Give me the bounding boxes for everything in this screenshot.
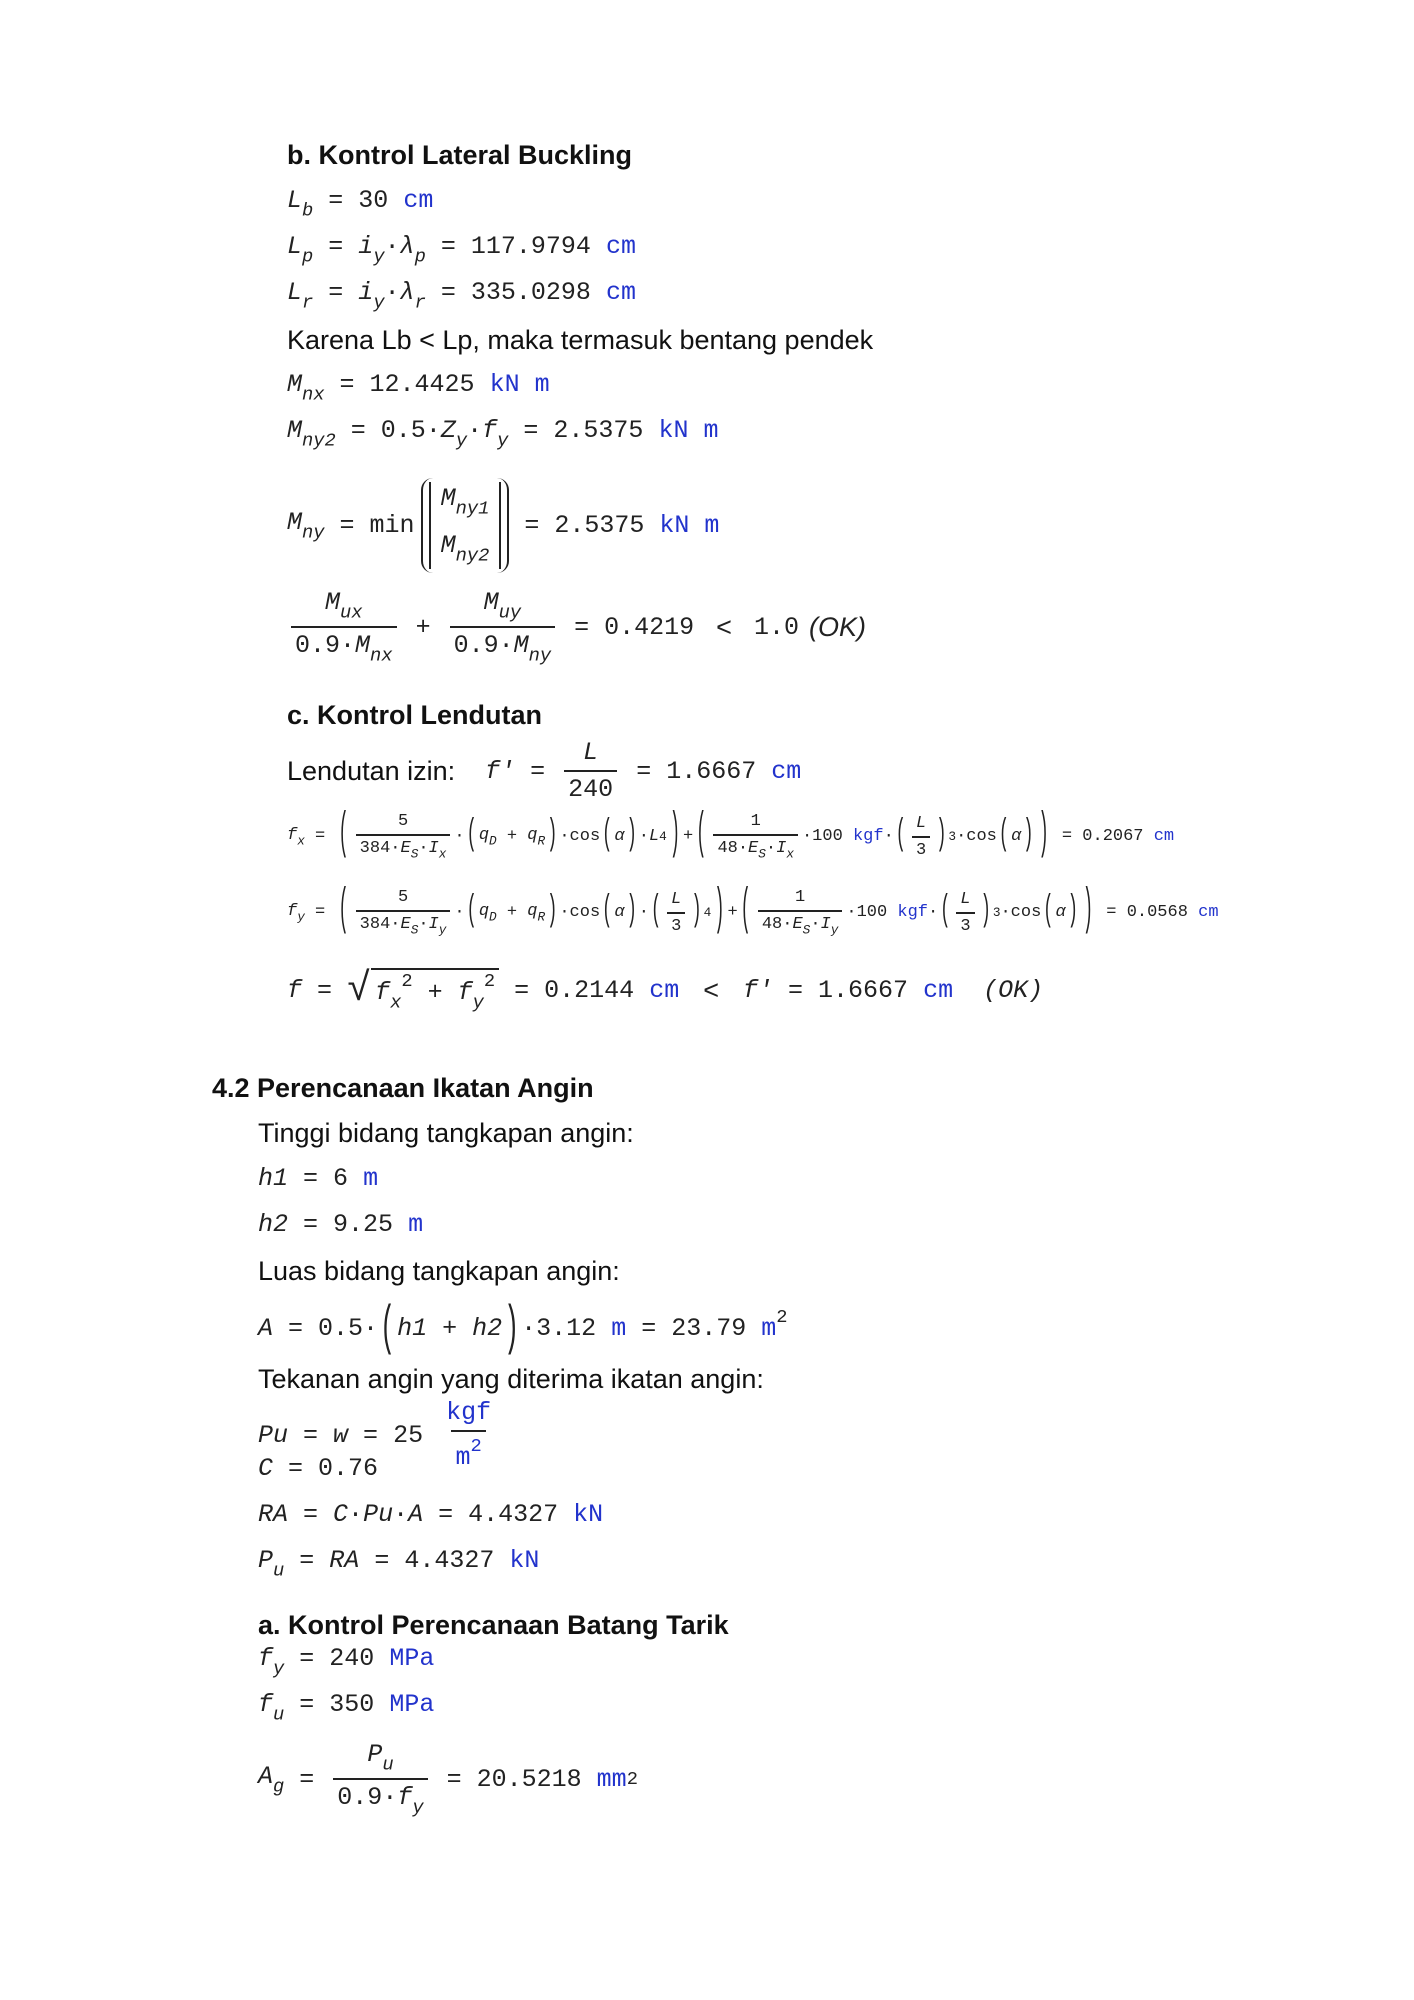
eq-c: C = 0.76: [258, 1454, 379, 1483]
eq-mnx: $M_{nx} = 12.4425$ kN m: [287, 370, 550, 406]
eq-pu: Pu = w = 25 $\frac{\text{kgf}}{m^2}$: [258, 1398, 492, 1473]
eq-fx: $f_x$ = ( $\frac{5}{384\cdot E_S\cdot I_x}$ · ( $q_D$ + $q_R$ ) ·cos ( α ) · L 4 ) + ( $\frac{1}{48\cdot E_S\cdot I_x}$ · 100 kgf · ( $\frac{L}{3}$ ) 3 ·cos ( α ) ) = 0.2067 cm: [287, 808, 1175, 866]
section-a-heading: a. Kontrol Perencanaan Batang Tarik: [258, 1610, 729, 1640]
note-bentang-pendek: Karena Lb < Lp, maka termasuk bentang pendek: [287, 325, 874, 355]
eq-lb: $L_b = 30$ cm: [287, 186, 434, 222]
eq-ag: $A_g$ = $\frac{P_u}{0.9\cdot f_y}$ = 20.5218 mm 2: [258, 1740, 638, 1819]
eq-mny2: $M_{ny2} = 0.5\cdot Z_y\cdot f_y = 2.5375$ kN m: [287, 416, 719, 452]
label-luas: Luas bidang tangkapan angin:: [258, 1256, 620, 1286]
section-b-heading: b. Kontrol Lateral Buckling: [287, 140, 633, 170]
eq-fu-mat: $f_u = 350$ MPa: [258, 1690, 435, 1726]
eq-interaction: $\frac{M_{ux}}{0.9\cdot M_{nx}}$ + $\frac{M_{uy}}{0.9\cdot M_{ny}}$ = 0.4219 < 1.0 (OK): [287, 588, 866, 667]
label-tinggi: Tinggi bidang tangkapan angin:: [258, 1118, 634, 1148]
eq-ra: RA = C·Pu·A = 4.4327 kN: [258, 1500, 604, 1529]
eq-lp: $L_p = i_y\cdot\lambda_p = 117.9794$ cm: [287, 232, 636, 268]
eq-lr: $L_r = i_y\cdot\lambda_r = 335.0298$ cm: [287, 278, 636, 314]
eq-fy-mat: $f_y = 240$ MPa: [258, 1644, 435, 1680]
eq-lendutan-izin: Lendutan izin: f' = $\frac{L}{240}$ = 1.6667 cm: [287, 738, 802, 804]
label-tekanan: Tekanan angin yang diterima ikatan angin:: [258, 1364, 764, 1394]
eq-h2: h2 = 9.25 m: [258, 1210, 424, 1239]
section-c-heading: c. Kontrol Lendutan: [287, 700, 542, 730]
eq-fy: $f_y$ = ( $\frac{5}{384\cdot E_S\cdot I_y}$ · ( $q_D$ + $q_R$ ) ·cos ( α ) · ( $\frac{L}{3}$ ) 4 ) + ( $\frac{1}{48\cdot E_S\cdot I_y}$ · 100 kgf · ( $\frac{L}{3}$ ) 3 ·cos ( α ) ) = 0.0568 cm: [287, 884, 1219, 942]
section-4-2-heading: 4.2 Perencanaan Ikatan Angin: [212, 1073, 594, 1103]
eq-pu-kn: $P_u$ = RA = 4.4327 kN: [258, 1546, 540, 1582]
eq-area: A = 0.5·(h1 + h2)·3.12 m = 23.79 $m^2$: [258, 1296, 788, 1361]
eq-f-total: f = √ $f_x^2 + f_y^2$ = 0.2144 cm < f' = 1.6667 cm (OK): [287, 967, 1044, 1014]
eq-h1: h1 = 6 m: [258, 1164, 379, 1193]
eq-mny-min: $M_{ny}$ = min $M_{ny1}$ $M_{ny2}$ = 2.5375 kN m: [287, 478, 719, 573]
